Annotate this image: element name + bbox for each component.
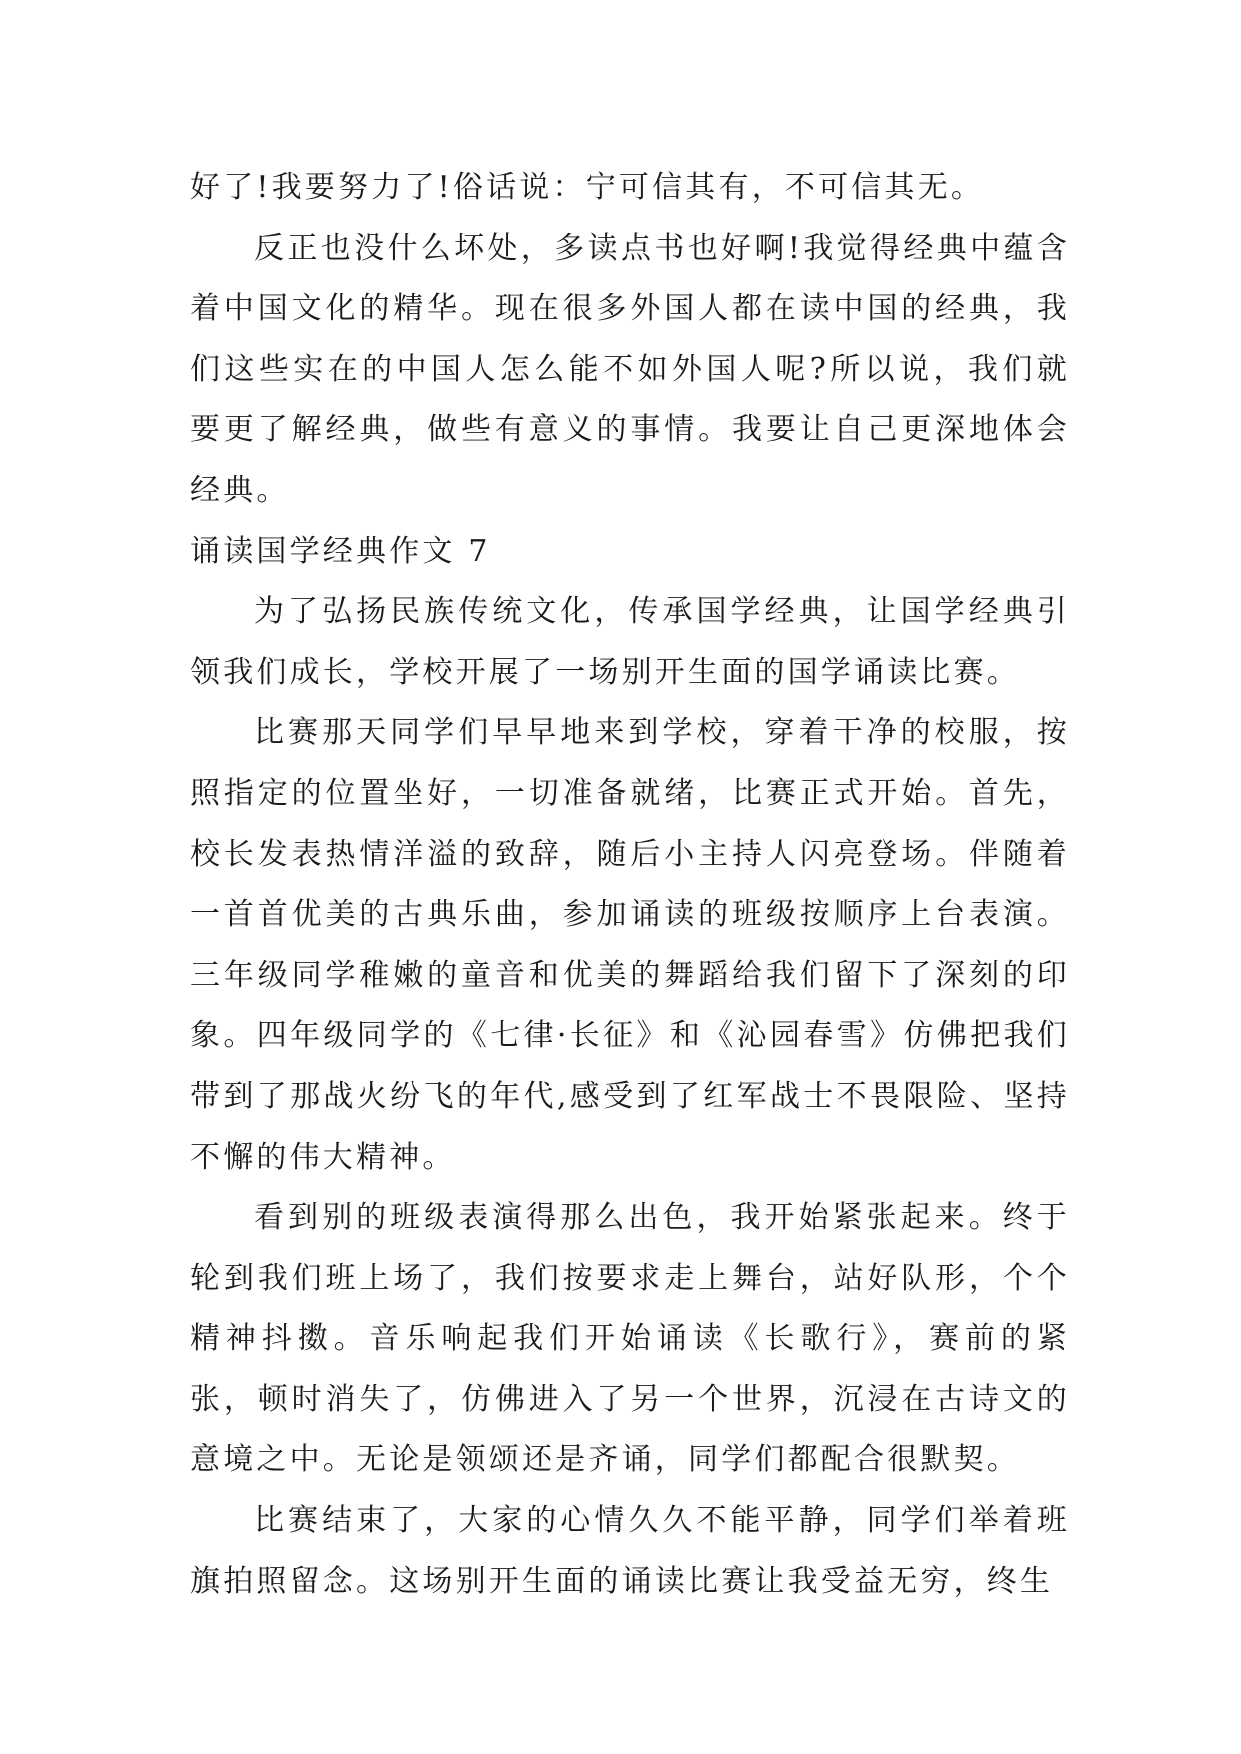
paragraph-continuation: 好了!我要努力了!俗话说：宁可信其有，不可信其无。 <box>190 170 985 205</box>
document-body <box>190 158 1070 1612</box>
paragraph: 看到别的班级表演得那么出色，我开始紧张起来。终于轮到我们班上场了，我们按要求走上舞台，站好队形，个个精神抖擞。音乐响起我们开始诵读《长歌行》，赛前的紧张，顿时消失了，仿佛进入了另一个世界，沉浸在古诗文的意境之中。无论是领颂还是齐诵，同学们都配合很默契。 <box>190 1200 1070 1478</box>
section-heading: 诵读国学经典作文 7 <box>190 533 491 569</box>
paragraph: 比赛那天同学们早早地来到学校，穿着干净的校服，按照指定的位置坐好，一切准备就绪，比赛正式开始。首先，校长发表热情洋溢的致辞，随后小主持人闪亮登场。伴随着一首首优美的古典乐曲，参加诵读的班级按顺序上台表演。三年级同学稚嫩的童音和优美的舞蹈给我们留下了深刻的印象。四年级同学的《七律·长征》和《沁园春雪》仿佛把我们带到了那战火纷飞的年代,感受到了红军战士不畏限险、坚持不懈的伟大精神。 <box>190 715 1070 1175</box>
paragraph: 比赛结束了，大家的心情久久不能平静，同学们举着班旗拍照留念。这场别开生面的诵读比赛让我受益无穷，终生 <box>190 1503 1070 1599</box>
paragraph: 反正也没什么坏处，多读点书也好啊!我觉得经典中蕴含着中国文化的精华。现在很多外国人都在读中国的经典，我们这些实在的中国人怎么能不如外国人呢?所以说，我们就要更了解经典，做些有意义的事情。我要让自己更深地体会经典。 <box>190 230 1070 508</box>
paragraph: 为了弘扬民族传统文化，传承国学经典，让国学经典引领我们成长，学校开展了一场别开生面的国学诵读比赛。 <box>190 594 1070 690</box>
